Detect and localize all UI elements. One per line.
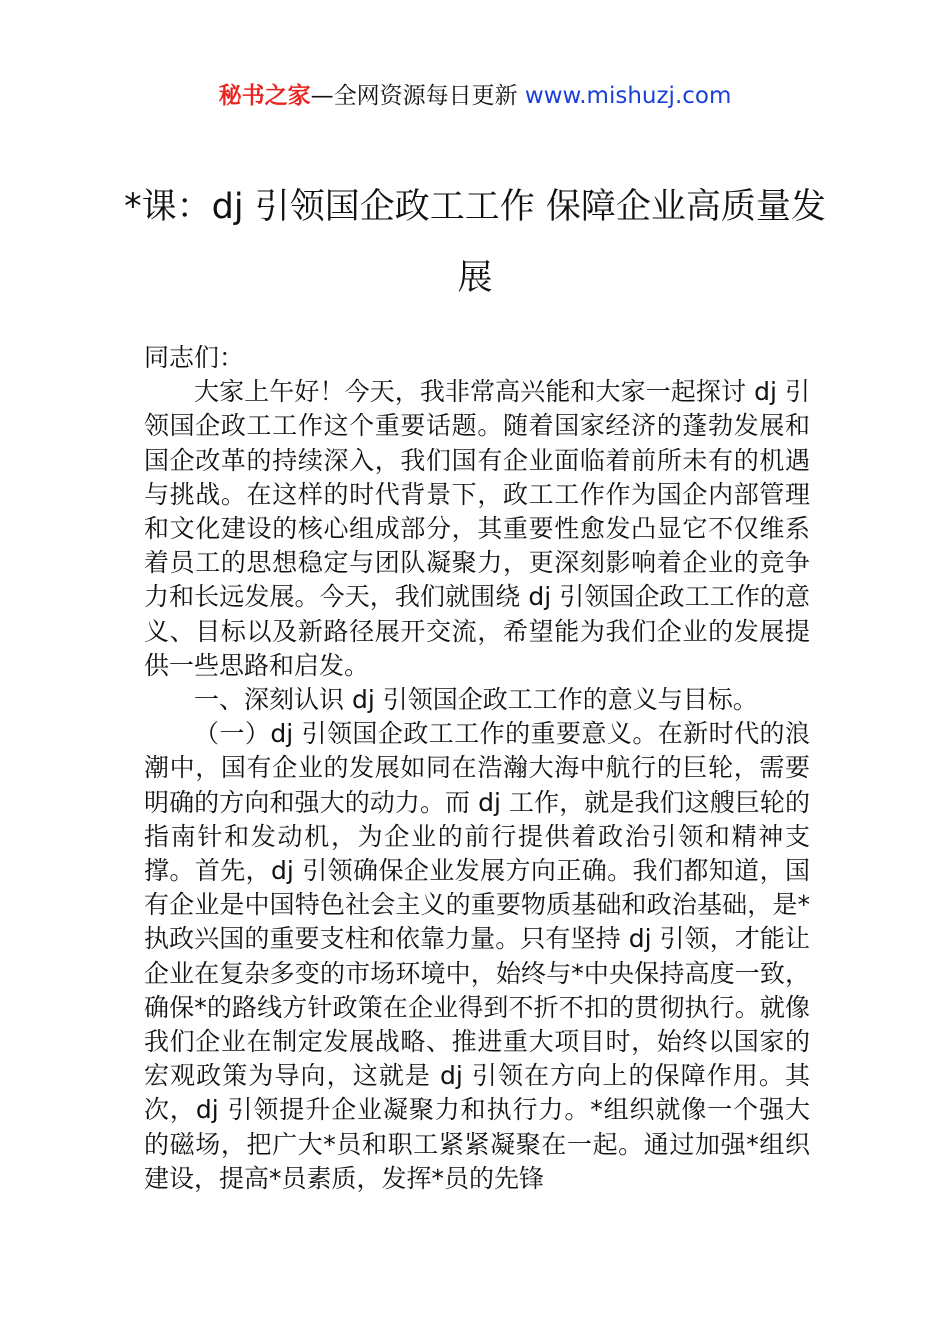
paragraph-intro: 大家上午好！今天，我非常高兴能和大家一起探讨 dj 引领国企政工工作这个重要话题。随着国家经济的蓬勃发展和国企改革的持续深入，我们国有企业面临着前所未有的机遇与挑战。在这样的时代背景下，政工工作作为国企内部管理和文化建设的核心组成部分，其重要性愈发凸显它不仅维系着员工的思想稳定与团队凝聚力，更深刻影响着企业的竞争力和长远发展。今天，我们就围绕 dj 引领国企政工工作的意义、目标以及新路径展开交流，希望能为我们企业的发展提供一些思路和启发。 (144, 377, 810, 680)
document-title: *课：dj 引领国企政工工作 保障企业高质量发展 (124, 187, 826, 298)
document-body (144, 341, 810, 1196)
site-url-link[interactable]: www.mishuzj.com (524, 83, 732, 109)
site-tagline: —全网资源每日更新 (310, 83, 525, 109)
paragraph-significance: （一）dj 引领国企政工工作的重要意义。在新时代的浪潮中，国有企业的发展如同在浩瀚大海中航行的巨轮，需要明确的方向和强大的动力。而 dj 工作，就是我们这艘巨轮的指南针和发动机，为企业的前行提供着政治引领和精神支撑。首先，dj 引领确保企业发展方向正确。我们都知道，国有企业是中国特色社会主义的重要物质基础和政治基础，是*执政兴国的重要支柱和依靠力量。只有坚持 dj 引领，才能让企业在复杂多变的市场环境中，始终与*中央保持高度一致，确保*的路线方针政策在企业得到不折不扣的贯彻执行。就像我们企业在制定发展战略、推进重大项目时，始终以国家的宏观政策为导向，这就是 dj 引领在方向上的保障作用。其次，dj 引领提升企业凝聚力和执行力。*组织就像一个强大的磁场，把广大*员和职工紧紧凝聚在一起。通过加强*组织建设，提高*员素质，发挥*员的先锋 (144, 719, 810, 1193)
salutation: 同志们： (144, 343, 245, 372)
site-name: 秘书之家 (218, 83, 311, 109)
section-heading-1: 一、深刻认识 dj 引领国企政工工作的意义与目标。 (194, 685, 758, 715)
site-header (0, 80, 950, 112)
